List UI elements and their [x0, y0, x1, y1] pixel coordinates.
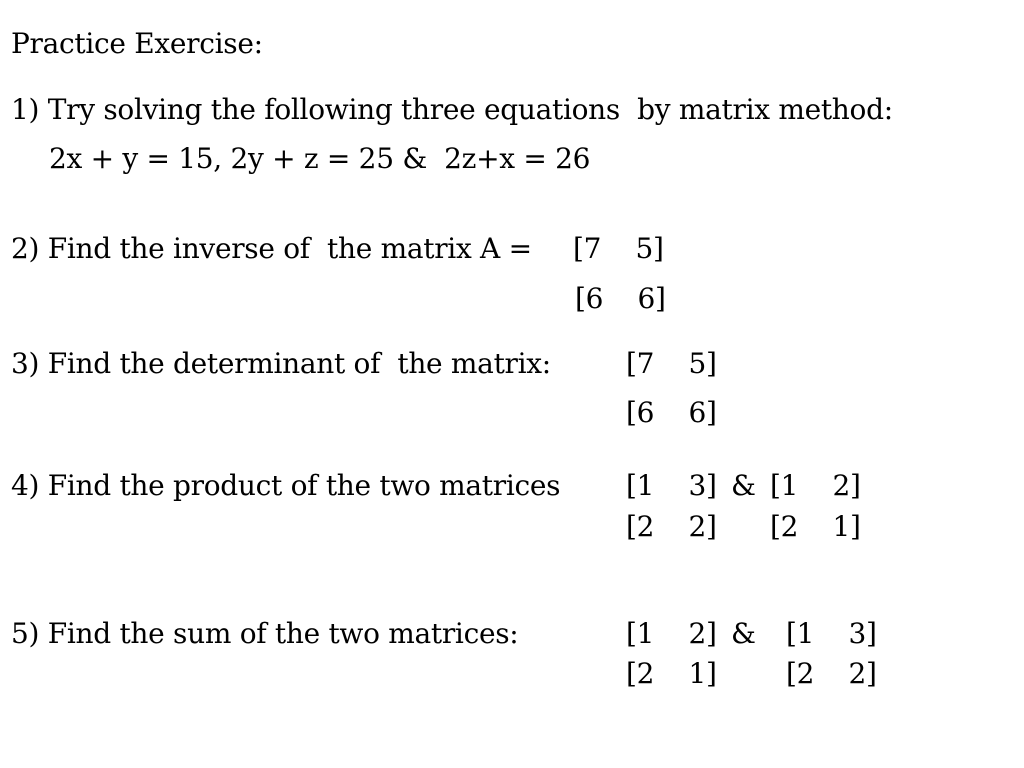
question-2-text: 2) Find the inverse of the matrix A =	[11, 232, 532, 265]
page-title: Practice Exercise:	[11, 27, 263, 60]
question-1-equations: 2x + y = 15, 2y + z = 25 & 2z+x = 26	[49, 142, 591, 175]
question-5-ampersand: &	[731, 617, 756, 650]
question-5-matrix-1-row-2: [2 1]	[626, 657, 717, 690]
question-4-text: 4) Find the product of the two matrices	[11, 469, 561, 502]
question-5-matrix-2-row-2: [2 2]	[786, 657, 877, 690]
question-1-text: 1) Try solving the following three equations by matrix method:	[11, 93, 893, 126]
question-4-matrix-1-row-2: [2 2]	[626, 510, 717, 543]
question-4-ampersand: &	[731, 469, 756, 502]
question-4-matrix-1-row-1: [1 3]	[626, 469, 717, 502]
question-3-matrix-row-1: [7 5]	[626, 347, 717, 380]
question-2-matrix-row-1: [7 5]	[573, 232, 664, 265]
question-5-matrix-1-row-1: [1 2]	[626, 617, 717, 650]
question-4-matrix-2-row-1: [1 2]	[770, 469, 861, 502]
question-2-matrix-row-2: [6 6]	[575, 282, 666, 315]
question-3-matrix-row-2: [6 6]	[626, 396, 717, 429]
question-4-matrix-2-row-2: [2 1]	[770, 510, 861, 543]
question-5-matrix-2-row-1: [1 3]	[786, 617, 877, 650]
question-5-text: 5) Find the sum of the two matrices:	[11, 617, 519, 650]
question-3-text: 3) Find the determinant of the matrix:	[11, 347, 551, 380]
